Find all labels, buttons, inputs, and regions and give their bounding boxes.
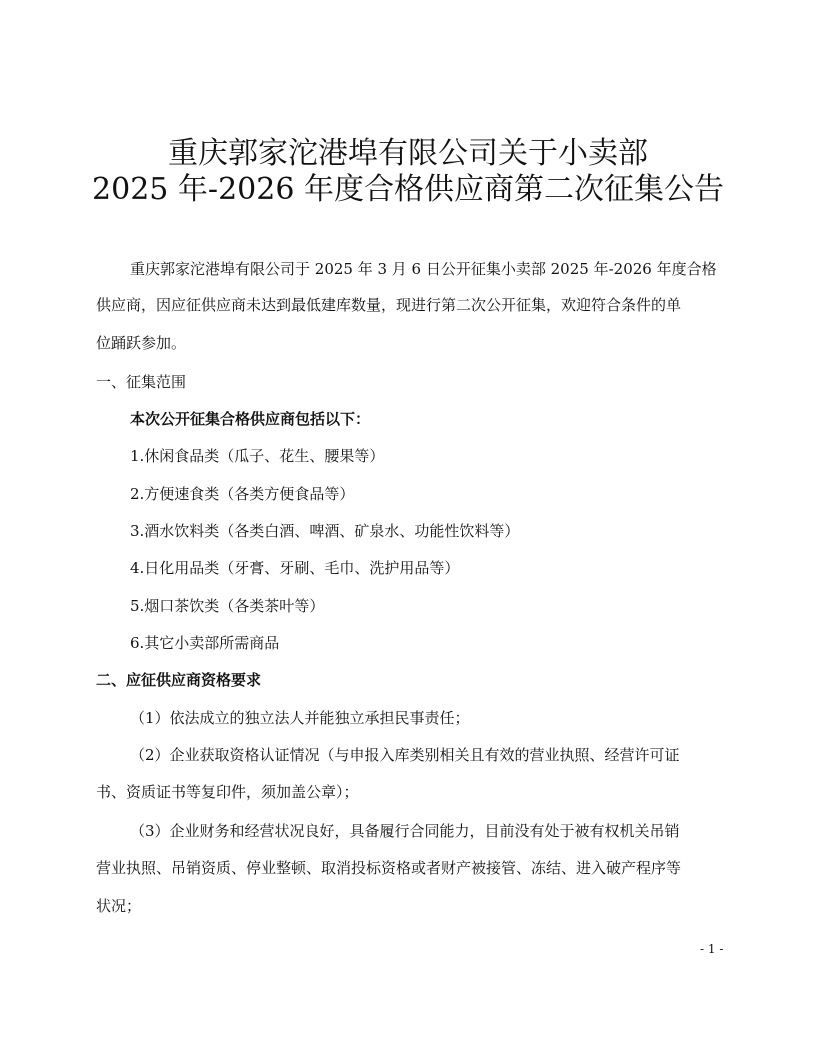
requirement-2-line-2: 书、资质证书等复印件，须加盖公章）； (96, 783, 359, 801)
requirement-3-line-1: （3）企业财务和经营状况良好，具备履行合同能力，目前没有处于被有权机关吊销 (130, 822, 680, 840)
list-item: 1.休闲食品类（瓜子、花生、腰果等） (130, 447, 385, 465)
section2-heading: 二、应征供应商资格要求 (96, 671, 262, 689)
requirement-3-line-2: 营业执照、吊销资质、停业整顿、取消投标资格或者财产被接管、冻结、进入破产程序等 (96, 859, 682, 877)
title-line-1: 重庆郭家沱港埠有限公司关于小卖部 (168, 136, 648, 171)
requirement-3-line-3: 状况； (96, 897, 142, 915)
section1-heading: 一、征集范围 (96, 373, 187, 391)
list-item: 2.方便速食类（各类方便食品等） (130, 485, 355, 503)
list-item: 5.烟口茶饮类（各类茶叶等） (130, 597, 325, 615)
list-item: 3.酒水饮料类（各类白酒、啤酒、矿泉水、功能性饮料等） (130, 522, 520, 540)
intro-line-2: 供应商，因应征供应商未达到最低建库数量，现进行第二次公开征集，欢迎符合条件的单 (96, 296, 682, 314)
section1-subheading: 本次公开征集合格供应商包括以下： (130, 410, 371, 428)
page-number: - 1 - (700, 942, 724, 956)
list-item: 6.其它小卖部所需商品 (130, 634, 280, 652)
requirement-2-line-1: （2）企业获取资格认证情况（与申报入库类别相关且有效的营业执照、经营许可证 (130, 746, 680, 764)
intro-line-3: 位踊跃参加。 (96, 334, 187, 352)
requirement-1: （1）依法成立的独立法人并能独立承担民事责任； (130, 709, 470, 727)
list-item: 4.日化用品类（牙膏、牙刷、毛巾、洗护用品等） (130, 559, 460, 577)
intro-line-1: 重庆郭家沱港埠有限公司于 2025 年 3 月 6 日公开征集小卖部 2025 年-2026 年度合格 (130, 260, 717, 278)
title-line-2: 2025 年-2026 年度合格供应商第二次征集公告 (92, 172, 724, 207)
